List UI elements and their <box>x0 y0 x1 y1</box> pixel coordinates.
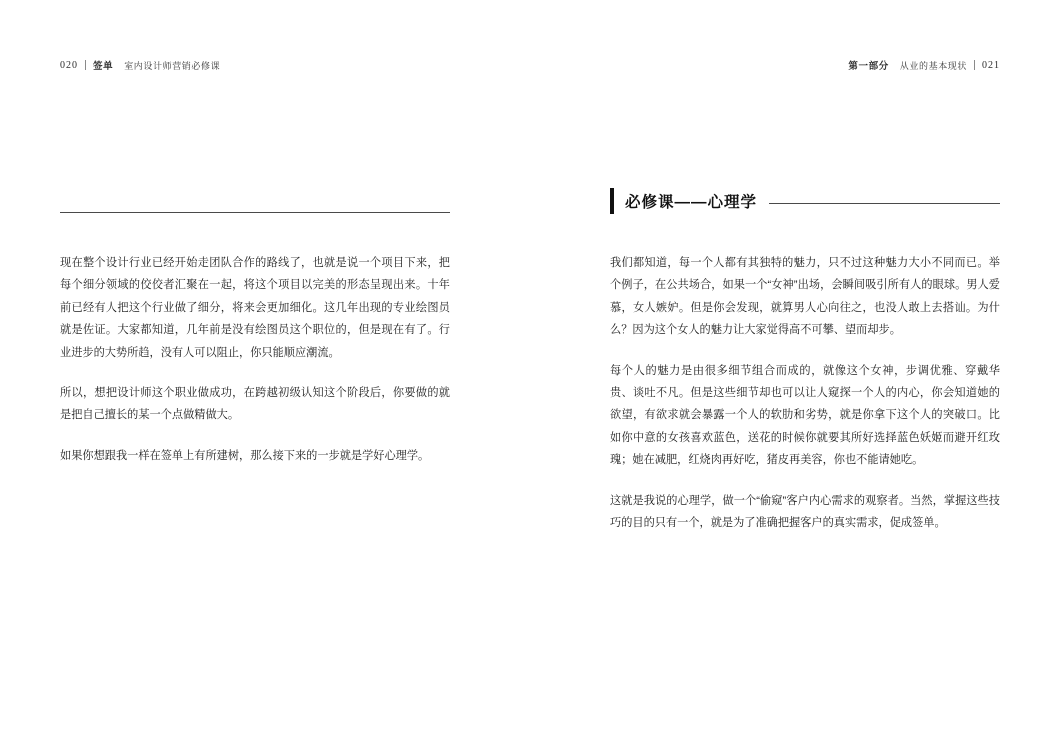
running-head-subtitle-right: 从业的基本现状 <box>899 60 967 71</box>
chapter-heading-text: 必修课——心理学 <box>625 194 758 211</box>
horizontal-rule-left <box>60 212 450 213</box>
body-text-left <box>60 252 450 467</box>
running-head-left <box>60 58 220 72</box>
heading-rule <box>769 203 1000 204</box>
running-head-section-left: 签单 <box>93 61 114 72</box>
paragraph: 所以，想把设计师这个职业做成功，在跨越初级认知这个阶段后，你要做的就是把自己擅长的某一个点做精做大。 <box>60 387 450 422</box>
paragraph: 我们都知道，每一个人都有其独特的魅力，只不过这种魅力大小不同而已。举个例子，在公共场合，如果一个“女神”出场，会瞬间吸引所有人的眼球。男人爱慕，女人嫉妒。但是你会发现，就算男人心向往之，也没人敢上去搭讪。为什么？因为这个女人的魅力让大家觉得高不可攀、望而却步。 <box>610 257 1000 337</box>
running-head-right <box>848 58 1000 72</box>
folio-number-right: 021 <box>982 59 1000 71</box>
paragraph: 如果你想跟我一样在签单上有所建树，那么接下来的一步就是学好心理学。 <box>60 449 430 462</box>
paragraph: 每个人的魅力是由很多细节组合而成的，就像这个女神，步调优雅、穿戴华贵、谈吐不凡。但是这些细节却也可以让人窥探一个人的内心，你会知道她的欲望，有欲求就会暴露一个人的软肋和劣势，就是你拿下这个人的突破口。比如你中意的女孩喜欢蓝色，送花的时候你就要其所好选择蓝色妖姬而避开红玫瑰；她在减肥，红烧肉再好吃，猪皮再美容，你也不能请她吃。 <box>610 364 1000 467</box>
paragraph: 这就是我说的心理学，做一个“偷窥”客户内心需求的观察者。当然，掌握这些技巧的目的只有一个，就是为了准确把握客户的真实需求，促成签单。 <box>610 494 1000 530</box>
paragraph: 现在整个设计行业已经开始走团队合作的路线了，也就是说一个项目下来，把每个细分领域的佼佼者汇聚在一起，将这个项目以完美的形态呈现出来。十年前已经有人把这个行业做了细分，将来会更加细化。这几年出现的专业绘图员就是佐证。大家都知道，几年前是没有绘图员这个职位的，但是现在有了。行业进步的大势所趋，没有人可以阻止，你只能顺应潮流。 <box>60 257 450 359</box>
folio-number-left: 020 <box>60 59 78 71</box>
running-head-subtitle-left: 室内设计师营销必修课 <box>124 60 221 71</box>
chapter-heading <box>610 188 1000 214</box>
heading-mark-icon <box>610 188 614 214</box>
right-page <box>530 0 1060 750</box>
running-head-section-right: 第一部分 <box>848 61 889 72</box>
divider-icon <box>974 60 975 70</box>
body-text-right <box>610 252 1000 534</box>
divider-icon <box>85 60 86 70</box>
